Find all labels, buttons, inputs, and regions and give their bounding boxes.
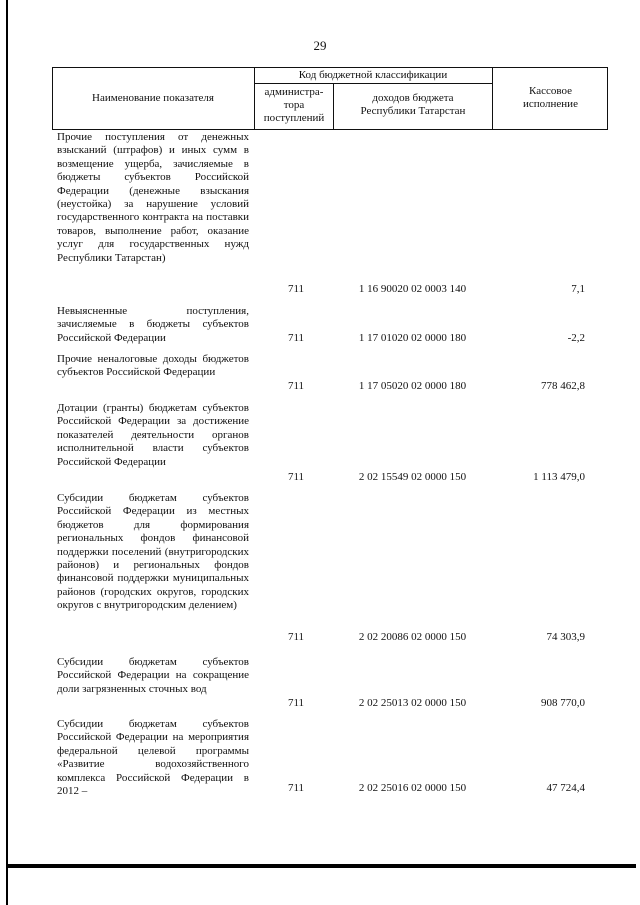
row-admin-code: 711 (287, 631, 305, 643)
row-income-code: 2 02 25013 02 0000 150 (358, 697, 467, 709)
header-top-border (52, 67, 608, 68)
row-income-code: 2 02 15549 02 0000 150 (358, 471, 467, 483)
row-amount: 1 113 479,0 (533, 471, 585, 483)
row-name: Прочие поступления от денежных взысканий (штрафов) и иных сумм в возмещение ущерба, зачисляемые в бюджеты субъектов Российской Федерации (денежные взыскания (неустойка) за нарушение условий государственного контракта на поставки товаров, выполнение работ, оказание услуг для государственных нужд Республики Татарстан) (57, 131, 249, 264)
row-amount: 47 724,4 (546, 782, 585, 794)
row-name: Дотации (гранты) бюджетам субъектов Российской Федерации за достижение показателей деятельности органов исполнительной власти субъектов Российской Федерации (57, 402, 249, 468)
row-name: Субсидии бюджетам субъектов Российской Федерации на сокращение доли загрязненных сточных вод (57, 656, 249, 695)
row-admin-code: 711 (287, 471, 305, 483)
row-amount: -2,2 (567, 332, 585, 344)
header-income-col: доходов бюджета Республики Татарстан (360, 92, 466, 117)
row-admin-code: 711 (287, 283, 305, 295)
row-income-code: 2 02 25016 02 0000 150 (358, 782, 467, 794)
row-name: Прочие неналоговые доходы бюджетов субъектов Российской Федерации (57, 353, 249, 379)
row-income-code: 1 17 01020 02 0000 180 (358, 332, 467, 344)
table-header (52, 67, 608, 130)
row-admin-code: 711 (287, 380, 305, 392)
row-admin-code: 711 (287, 782, 305, 794)
header-subgroup-line (254, 83, 492, 84)
header-bottom-border (52, 129, 608, 130)
row-amount: 908 770,0 (541, 697, 585, 709)
row-income-code: 1 17 05020 02 0000 180 (358, 380, 467, 392)
row-income-code: 2 02 20086 02 0000 150 (358, 631, 467, 643)
header-name-col: Наименование показателя (92, 92, 214, 104)
row-name: Субсидии бюджетам субъектов Российской Федерации на мероприятия федеральной целевой программы «Развитие водохозяйственного комплекса Российской Федерации в 2012 – (57, 718, 249, 798)
row-name: Субсидии бюджетам субъектов Российской Федерации из местных бюджетов для формирования региональных фондов финансовой поддержки поселений (внутригородских районов) и региональных фондов финансовой поддержки муниципальных районов (городских округов, городских округов с внутригородским делением) (57, 492, 249, 612)
row-admin-code: 711 (287, 697, 305, 709)
row-name: Невыясненные поступления, зачисляемые в бюджеты субъектов Российской Федерации (57, 305, 249, 344)
header-admin-col: администра- тора поступлений (263, 86, 325, 124)
scan-left-edge (6, 0, 8, 905)
row-amount: 778 462,8 (541, 380, 585, 392)
row-amount: 7,1 (571, 283, 585, 295)
scan-bottom-bar (6, 864, 636, 868)
row-income-code: 1 16 90020 02 0003 140 (358, 283, 467, 295)
page-number: 29 (313, 38, 327, 53)
row-admin-code: 711 (287, 332, 305, 344)
row-amount: 74 303,9 (546, 631, 585, 643)
header-exec-col: Кассовое исполнение (523, 85, 578, 110)
header-code-group: Код бюджетной классификации (298, 69, 448, 81)
